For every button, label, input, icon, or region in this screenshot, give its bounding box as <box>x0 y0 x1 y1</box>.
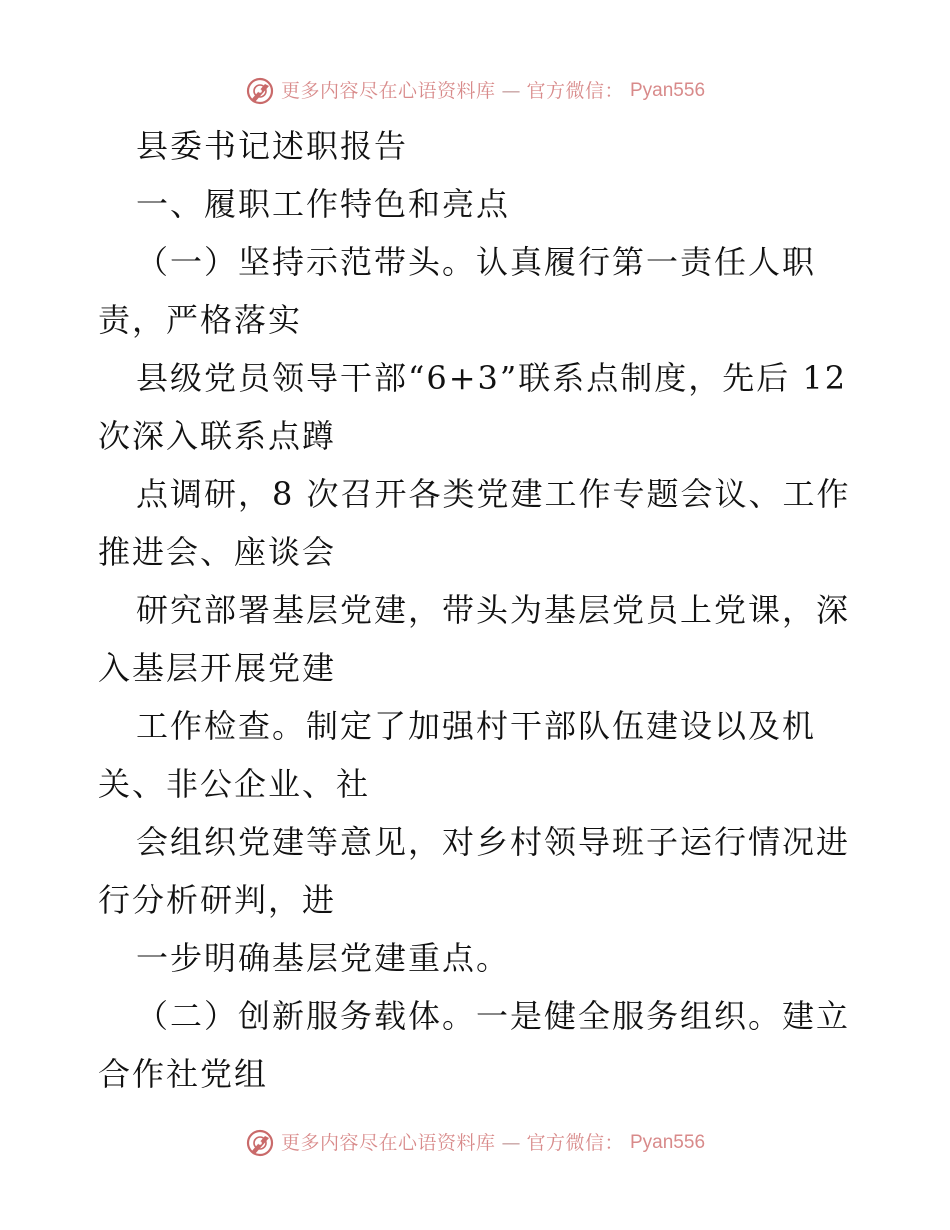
text-line: 关、非公企业、社 <box>98 765 371 803</box>
text-line: 行分析研判，进 <box>98 881 337 919</box>
text-line: 工作检查。制定了加强村干部队伍建设以及机 <box>136 707 817 745</box>
text-line: 一步明确基层党建重点。 <box>136 939 511 977</box>
text-line: （一）坚持示范带头。认真履行第一责任人职 <box>136 243 817 281</box>
header-watermark <box>0 76 950 106</box>
text-line: 合作社党组 <box>98 1055 269 1093</box>
watermark-wechat-id: Pyan556 <box>630 80 706 101</box>
text-line: 入基层开展党建 <box>98 649 337 687</box>
text-line: 一、履职工作特色和亮点 <box>136 185 511 223</box>
watermark-official-label: 官方微信： <box>526 80 624 102</box>
document-title: 县委书记述职报告 <box>136 127 409 165</box>
text-line: 研究部署基层党建，带头为基层党员上党课，深 <box>136 591 851 629</box>
document-body <box>98 117 858 1103</box>
text-line: 点调研，8 次召开各类党建工作专题会议、工作 <box>136 475 851 513</box>
watermark-official-label: 官方微信： <box>526 1132 624 1154</box>
watermark-dash: — <box>501 1132 521 1154</box>
watermark-text: 更多内容尽在心语资料库 <box>280 80 496 102</box>
watermark-wechat-id: Pyan556 <box>630 1132 706 1153</box>
footer-watermark <box>0 1128 950 1158</box>
text-line: 推进会、座谈会 <box>98 533 337 571</box>
watermark-dash: — <box>501 80 521 102</box>
text-line: （二）创新服务载体。一是健全服务组织。建立 <box>136 997 851 1035</box>
pen-logo-icon <box>245 1128 275 1158</box>
watermark-text: 更多内容尽在心语资料库 <box>280 1132 496 1154</box>
text-line: 会组织党建等意见，对乡村领导班子运行情况进 <box>136 823 851 861</box>
text-line: 次深入联系点蹲 <box>98 417 337 455</box>
text-line: 责，严格落实 <box>98 301 303 339</box>
pen-logo-icon <box>245 76 275 106</box>
text-line: 县级党员领导干部“6+3”联系点制度，先后 12 <box>136 359 848 397</box>
